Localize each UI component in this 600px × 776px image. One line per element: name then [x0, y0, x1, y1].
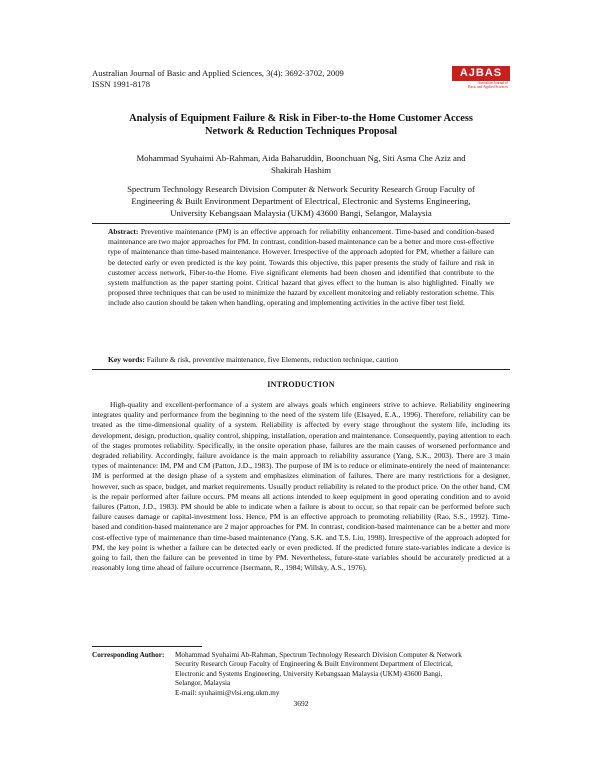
section-heading-introduction: INTRODUCTION — [267, 380, 335, 389]
journal-line: Australian Journal of Basic and Applied Sciences, 3(4): 3692-3702, 2009 — [92, 68, 344, 78]
introduction-paragraph: High-quality and excellent-performance of a system are always goals which engineers strive to achieve. Reliability engineering integrates quality and performance from the beginning to the need of the system life (Elsayed, E.A., 1996). Therefore, reliability can be treated as the time-dimensional quality of a system. Reliability is affected by every stage throughout the system life, including its development, design, production, quality control, shipping, installation, operation and maintenance. Consequently, paying attention to each of the stages promotes reliability. Specifically, in the onsite operation phase, failures are the main causes of worsened performance and degraded reliability. Accordingly, failure avoidance is the main approach to reliability assurance (Yang, S.K., 2003). There are 3 main types of maintenance: IM, PM and CM (Patton, J.D., 1983). The purpose of IM is to reduce or eliminate-entirely the need of maintenance: IM is performed at the design phase of a system and emphasizes elimination of failures. There are many restrictions for a designer, however, such as space, budget, and market requirements. Usually product reliability is related to the product price. On the other hand, CM is the repair performed after failure occurs. PM means all actions intended to keep equipment in good operating condition and to avoid failures (Patton, J.D., 1983). PM should be able to indicate when a failure is about to occur, so that repair can be performed before such failure causes damage or capital-investment loss. Hence, PM is an effective approach to promoting reliability (Rao, S.S., 1992). Time-based and condition-based maintenance are 2 major approaches for PM. In contrast, condition-based maintenance can be a better and more cost-effective type of maintenance than time-based maintenance (Yang, S.K. and T.S. Liu, 1998). Irrespective of the approach adopted for PM, the key point is whether a failure can be detected early or even predicted. If the predicted future state-variables indicate a device is going to fail, then the failure can be prevented in time by PM. Nevertheless, future-state variables should be accurately predicted at a reasonably long time ahead of failure occurrence (Isermann, R., 1984; Willsky, A.S., 1976). — [92, 400, 510, 573]
affiliation-line-1: Spectrum Technology Research Division Computer & Network Security Research Group Faculty of — [127, 184, 475, 194]
keywords-bottom-rule — [92, 369, 510, 370]
authors-line-1: Mohammad Syuhaimi Ab-Rahman, Aida Baharuddin, Boonchuan Ng, Siti Asma Che Aziz and — [136, 153, 466, 163]
footnote-rule — [92, 646, 202, 647]
corresponding-line-1: Mohammad Syuhaimi Ab-Rahman, Spectrum Technology Research Division Computer & Network — [175, 651, 462, 659]
title-line-1: Analysis of Equipment Failure & Risk in Fiber-to-the Home Customer Access — [129, 113, 473, 124]
page-number: 3692 — [293, 699, 309, 708]
journal-logo — [452, 66, 510, 94]
issn-line: ISSN 1991-8178 — [92, 79, 151, 89]
authors-line-2: Shakirah Hashim — [270, 165, 332, 175]
author-list — [92, 152, 510, 176]
abstract-label: Abstract: — [108, 227, 139, 236]
abstract — [108, 227, 494, 309]
keywords-text: Failure & risk, preventive maintenance, five Elements, reduction technique, caution — [146, 355, 399, 364]
corresponding-line-2: Security Research Group Faculty of Engineering & Built Environment Department of Electrical, — [175, 660, 453, 669]
affiliation-line-3: University Kebangsaan Malaysia (UKM) 43600 Bangi, Selangor, Malaysia — [170, 208, 432, 218]
affiliation-line-2: Engineering & Built Environment Department of Electrical, Electronic and Systems Engineering, — [131, 196, 471, 206]
keywords — [108, 355, 494, 365]
title-line-2: Network & Reduction Techniques Proposal — [204, 126, 398, 137]
abstract-text: Preventive maintenance (PM) is an effective approach for reliability enhancement. Time-based and condition-based maintenance are two major approaches for PM. In contrast, condition-based maintenance can be a better and more cost-effective type of maintenance than time-based maintenance. However. Irrespective of the approach adopted for PM, whether a failure can be detected early or even predicted is the key point. Towards this objective, this paper presents the study of failure and risk in customer access network, Fiber-to-the Home. Five significant elements had been chosen and identified that contribute to the system malfunction as the paper starting point. Critical hazard that gives effect to the human is also highlighted. Finally we proposed three techniques that can be used to minimize the hazard by excellent monitoring and reliably restoration scheme. This include also caution should be taken when handling, operating and implementing activities in the active fiber test field. — [108, 227, 494, 308]
logo-wordmark: AJBAS — [452, 66, 510, 81]
logo-subtitle-1: Australian Journal of — [477, 81, 508, 85]
corresponding-email: E-mail: syuhaimi@vlsi.eng.ukm.my — [175, 688, 280, 697]
abstract-top-rule — [92, 223, 510, 224]
paper-title — [92, 112, 510, 138]
keywords-label: Key words: — [108, 355, 145, 364]
corresponding-author-label: Corresponding Author: — [92, 651, 165, 659]
journal-citation — [92, 68, 344, 90]
corresponding-line-3: Electronic and Systems Engineering, University Kebangsaan Malaysia (UKM) 43600 Bangi, — [175, 669, 443, 678]
affiliation — [92, 183, 510, 219]
corresponding-line-4: Selangor, Malaysia — [175, 679, 231, 688]
logo-subtitle-2: Basic and Applied Sciences — [468, 85, 508, 90]
